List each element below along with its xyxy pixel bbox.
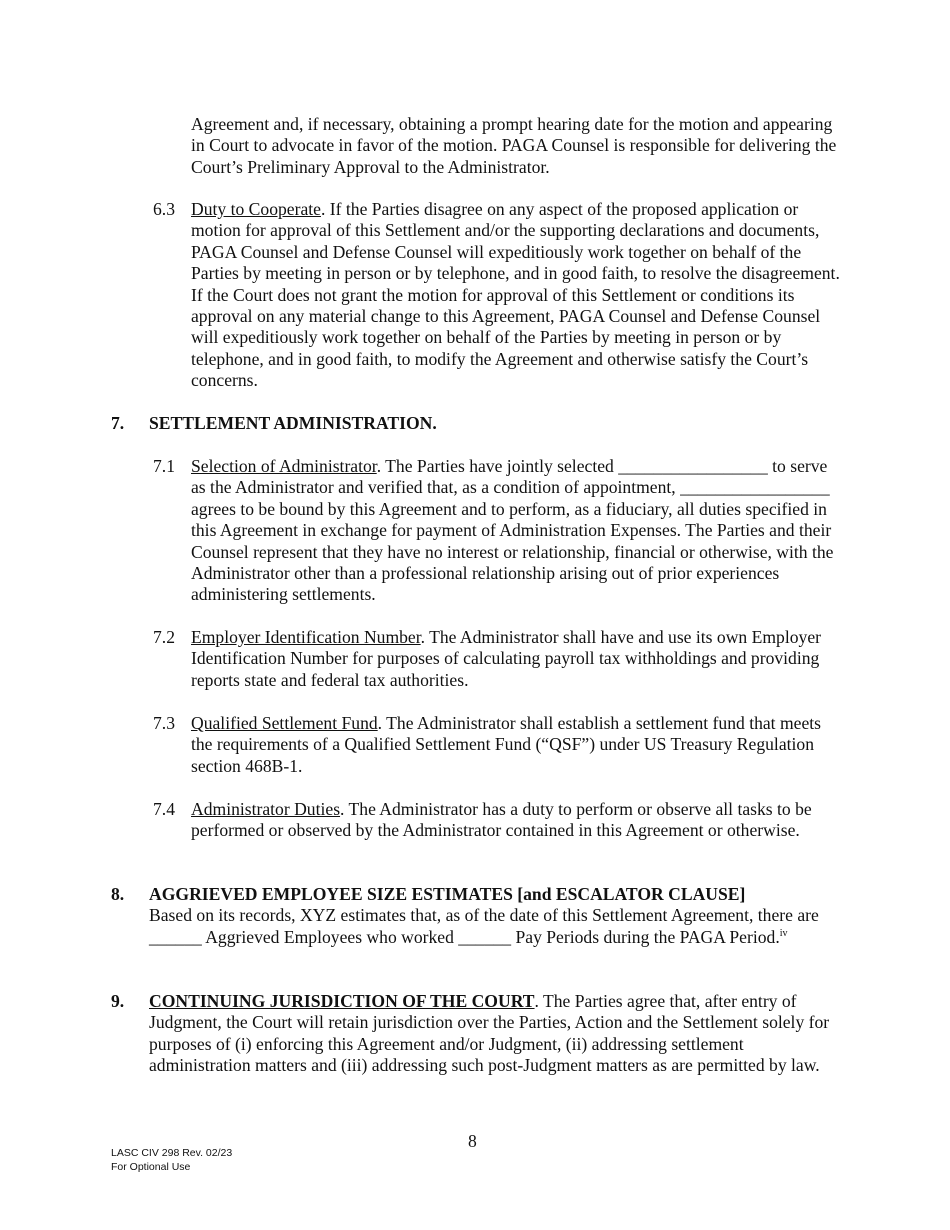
- intro-paragraph: [191, 114, 841, 178]
- section-8: [149, 884, 841, 948]
- section-number-7: 7.: [111, 413, 125, 433]
- footer-note: For Optional Use: [111, 1161, 191, 1173]
- page-number: 8: [468, 1131, 477, 1151]
- section-7-4: [191, 799, 841, 842]
- footnote-ref: iv: [779, 927, 788, 939]
- section-7-4-title: Administrator Duties: [191, 799, 341, 819]
- section-number-7-2: 7.2: [153, 627, 175, 647]
- section-7-4-body: . The Administrator has a duty to perform or observe all tasks to be performed or observed by the Administrator contained in this Agreement or otherwise.: [191, 799, 812, 841]
- section-9-body: . The Parties agree that, after entry of Judgment, the Court will retain jurisdiction over the Parties, Action and the Settlement solely for purposes of (i) enforcing this Agreement and/or Judgment, (ii) addressing settlement administration matters and (iii) addressing such post-Judgment matters as are permitted by law.: [149, 991, 830, 1076]
- footer-form-id: LASC CIV 298 Rev. 02/23: [111, 1147, 233, 1159]
- section-7-1-title: Selection of Administrator: [191, 456, 377, 476]
- section-9: [149, 991, 841, 1077]
- section-number-8: 8.: [111, 884, 125, 904]
- section-8-text: [149, 905, 841, 948]
- section-6-3-title: Duty to Cooperate: [191, 199, 321, 219]
- section-7-2-body: . The Administrator shall have and use its own Employer Identification Number for purposes of calculating payroll tax withholdings and providing reports state and federal tax authorities.: [191, 627, 821, 690]
- section-7-2: [191, 627, 841, 691]
- section-7-1: [191, 456, 841, 606]
- section-number-6-3: 6.3: [153, 199, 175, 219]
- section-8-body: Based on its records, XYZ estimates that, as of the date of this Settlement Agreement, there are ______ Aggrieved Employees who worked ______ Pay Periods during the PAGA Period.: [149, 905, 819, 947]
- section-7-1-body: . The Parties have jointly selected _________________ to serve as the Administrator and verified that, as a condition of appointment, _________________ agrees to be bound by this Agreement and to perform, as a fiduciary, all duties specified in this Agreement in exchange for payment of Administration Expenses. The Parties and their Counsel represent that they have no interest or relationship, financial or otherwise, with the Administrator other than a professional relationship arising out of prior experiences administering settlements.: [191, 456, 834, 605]
- section-7-3: [191, 713, 841, 777]
- section-9-title: CONTINUING JURISDICTION OF THE COURT: [149, 991, 535, 1011]
- section-8-heading: AGGRIEVED EMPLOYEE SIZE ESTIMATES [and ESCALATOR CLAUSE]: [149, 884, 746, 904]
- section-7-heading: SETTLEMENT ADMINISTRATION.: [149, 413, 437, 433]
- section-number-7-4: 7.4: [153, 799, 175, 819]
- section-7-3-body: . The Administrator shall establish a settlement fund that meets the requirements of a Qualified Settlement Fund (“QSF”) under US Treasury Regulation section 468B-1.: [191, 713, 822, 776]
- section-7-3-title: Qualified Settlement Fund: [191, 713, 378, 733]
- section-6-3-body: . If the Parties disagree on any aspect of the proposed application or motion for approval of this Settlement and/or the supporting declarations and documents, PAGA Counsel and Defense Counsel will expeditiously work together on behalf of the Parties by meeting in person or by telephone, and in good faith, to resolve the disagreement. If the Court does not grant the motion for approval of this Settlement or conditions its approval on any material change to this Agreement, PAGA Counsel and Defense Counsel will expeditiously work together on behalf of the Parties by meeting in person or by telephone, and in good faith, to modify the Agreement and otherwise satisfy the Court’s concerns.: [191, 199, 840, 391]
- intro-text: Agreement and, if necessary, obtaining a prompt hearing date for the motion and appearing in Court to advocate in favor of the motion. PAGA Counsel is responsible for delivering the Court’s Preliminary Approval to the Administrator.: [191, 114, 837, 177]
- section-6-3: [191, 199, 841, 392]
- section-number-7-1: 7.1: [153, 456, 175, 476]
- section-number-9: 9.: [111, 991, 125, 1011]
- section-number-7-3: 7.3: [153, 713, 175, 733]
- section-7-2-title: Employer Identification Number: [191, 627, 421, 647]
